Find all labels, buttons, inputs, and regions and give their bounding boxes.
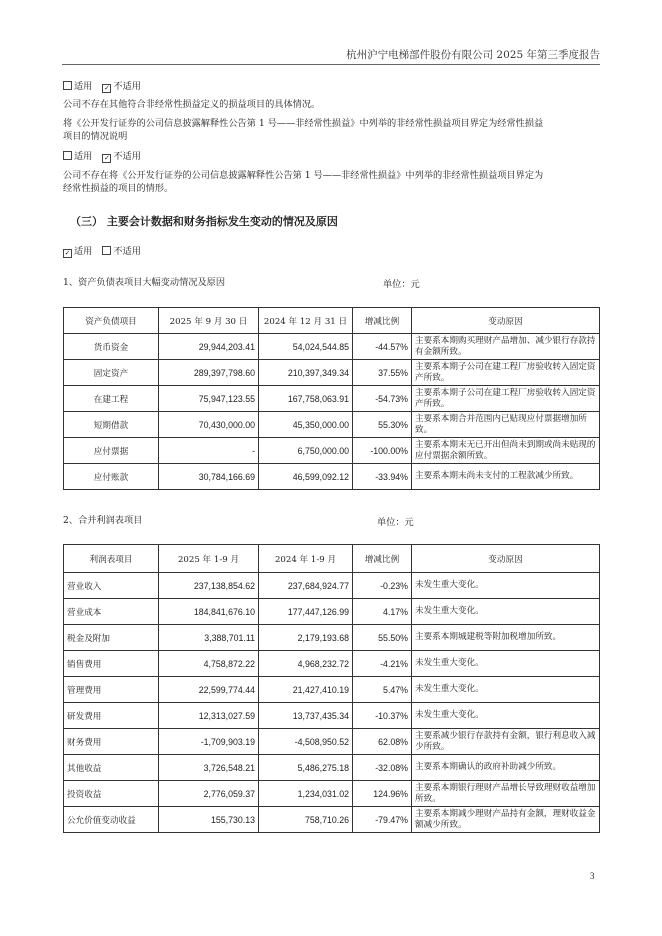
checkbox-checked-icon: ✓ — [103, 154, 110, 162]
previous-value: -4,508,950.52 — [259, 729, 353, 755]
row-item-name: 投资收益 — [64, 781, 159, 807]
change-ratio: -54.73% — [353, 386, 412, 412]
previous-value: 210,397,349.34 — [259, 360, 353, 386]
change-reason: 未发生重大变化。 — [412, 599, 600, 625]
row-item-name: 短期借款 — [64, 412, 159, 438]
previous-value: 54,024,544.85 — [259, 334, 353, 360]
table-row — [64, 781, 600, 807]
applicability-2 — [63, 150, 603, 163]
block1-text: 公司不存在其他符合非经常性损益定义的损益项目的具体情况。 — [63, 99, 321, 110]
table-row — [64, 677, 600, 703]
row-item-name: 财务费用 — [64, 729, 159, 755]
table-row — [64, 360, 600, 386]
current-value: 22,599,774.44 — [159, 677, 259, 703]
row-item-name: 其他收益 — [64, 755, 159, 781]
balance-sheet-caption: 1、资产负债表项目大幅变动情况及原因 — [63, 277, 226, 288]
change-reason: 主要系本期子公司在建工程厂房验收转入固定资产所致。 — [412, 360, 600, 386]
current-value: 30,784,166.69 — [159, 464, 259, 490]
header-divider — [62, 64, 600, 65]
row-item-name: 研发费用 — [64, 703, 159, 729]
balance-sheet-table — [63, 307, 600, 490]
current-value: 70,430,000.00 — [159, 412, 259, 438]
balance-sheet-unit: 单位：元 — [383, 279, 420, 290]
current-value: - — [159, 438, 259, 464]
change-ratio: 124.96% — [353, 781, 412, 807]
previous-value: 177,447,126.99 — [259, 599, 353, 625]
previous-value: 2,179,193.68 — [259, 625, 353, 651]
change-reason: 主要系本期减少理财产品持有金额，理财收益金额减少所致。 — [412, 807, 600, 833]
table-row — [64, 755, 600, 781]
current-value: 184,841,676.10 — [159, 599, 259, 625]
previous-value: 46,599,092.12 — [259, 464, 353, 490]
current-value: 12,313,027.59 — [159, 703, 259, 729]
current-value: 155,730.13 — [159, 807, 259, 833]
previous-value: 6,750,000.00 — [259, 438, 353, 464]
change-reason: 主要系本期银行理财产品增长导致理财收益增加所致。 — [412, 781, 600, 807]
change-ratio: 4.17% — [353, 599, 412, 625]
change-ratio: 37.55% — [353, 360, 412, 386]
option-applicable-1[interactable]: 适用 — [63, 81, 92, 92]
option-not-applicable-2[interactable]: ✓ 不适用 — [103, 151, 141, 162]
column-header: 资产负债项目 — [64, 308, 159, 334]
option-not-applicable-1[interactable]: ✓ 不适用 — [103, 81, 141, 92]
previous-value: 5,486,275.18 — [259, 755, 353, 781]
row-item-name: 货币资金 — [64, 334, 159, 360]
table-header-row — [64, 545, 600, 573]
current-value: 29,944,203.41 — [159, 334, 259, 360]
previous-value: 13,737,435.34 — [259, 703, 353, 729]
row-item-name: 税金及附加 — [64, 625, 159, 651]
current-value: 4,758,872.22 — [159, 651, 259, 677]
column-header: 2025 年 9 月 30 日 — [159, 308, 259, 334]
change-reason: 主要系本期购买理财产品增加、减少银行存款持有金额所致。 — [412, 334, 600, 360]
table-row — [64, 625, 600, 651]
column-header: 增减比例 — [353, 308, 412, 334]
column-header: 2024 年 12 月 31 日 — [259, 308, 353, 334]
table-header-row — [64, 308, 600, 334]
checkbox-empty-icon — [102, 246, 111, 255]
change-reason: 未发生重大变化。 — [412, 651, 600, 677]
change-ratio: -33.94% — [353, 464, 412, 490]
column-header: 2024 年 1-9 月 — [259, 545, 353, 573]
change-ratio: -44.57% — [353, 334, 412, 360]
previous-value: 45,350,000.00 — [259, 412, 353, 438]
checkbox-checked-icon: ✓ — [64, 249, 71, 257]
change-reason: 未发生重大变化。 — [412, 703, 600, 729]
change-ratio: -100.00% — [353, 438, 412, 464]
row-item-name: 应付票据 — [64, 438, 159, 464]
table-row — [64, 438, 600, 464]
option-not-applicable-3[interactable]: 不适用 — [102, 246, 141, 257]
current-value: 3,388,701.11 — [159, 625, 259, 651]
option-applicable-3[interactable]: ✓ 适用 — [64, 246, 93, 257]
table-row — [64, 599, 600, 625]
change-reason: 主要系本期末无已开出但尚未到期或尚未贴现的应付票据余额所致。 — [412, 438, 600, 464]
table-row — [64, 807, 600, 833]
checkbox-checked-icon: ✓ — [103, 84, 110, 92]
checkbox-empty-icon — [63, 151, 72, 160]
table-row — [64, 651, 600, 677]
change-reason: 主要系本期末尚未支付的工程款减少所致。 — [412, 464, 600, 490]
current-value: 237,138,854.62 — [159, 573, 259, 599]
table-row — [64, 334, 600, 360]
block2-text-line1: 将《公开发行证券的公司信息披露解释性公告第 1 号——非经常性损益》中列举的非经常性损益项目界定为经常性损益 — [63, 118, 544, 129]
table-row — [64, 573, 600, 599]
current-value: 2,776,059.37 — [159, 781, 259, 807]
table-row — [64, 703, 600, 729]
change-reason: 主要系本期确认的政府补助减少所致。 — [412, 755, 600, 781]
row-item-name: 营业成本 — [64, 599, 159, 625]
column-header: 2025 年 1-9 月 — [159, 545, 259, 573]
change-ratio: -79.47% — [353, 807, 412, 833]
checkbox-empty-icon — [63, 81, 72, 90]
table-row — [64, 729, 600, 755]
previous-value: 237,684,924.77 — [259, 573, 353, 599]
previous-value: 758,710.26 — [259, 807, 353, 833]
row-item-name: 管理费用 — [64, 677, 159, 703]
previous-value: 4,968,232.72 — [259, 651, 353, 677]
change-reason: 主要系减少银行存款持有金额，银行利息收入减少所致。 — [412, 729, 600, 755]
income-statement-table — [63, 544, 600, 833]
row-item-name: 固定资产 — [64, 360, 159, 386]
change-reason: 未发生重大变化。 — [412, 677, 600, 703]
change-reason: 主要系本期子公司在建工程厂房验收转入固定资产所致。 — [412, 386, 600, 412]
row-item-name: 应付账款 — [64, 464, 159, 490]
change-ratio: 55.50% — [353, 625, 412, 651]
current-value: 75,947,123.55 — [159, 386, 259, 412]
section-title: （三） 主要会计数据和财务指标发生变动的情况及原因 — [70, 215, 338, 228]
income-statement-caption: 2、合并利润表项目 — [63, 515, 143, 526]
column-header: 变动原因 — [412, 308, 600, 334]
page-number: 3 — [590, 871, 595, 881]
previous-value: 167,758,063.91 — [259, 386, 353, 412]
change-ratio: -4.21% — [353, 651, 412, 677]
table-row — [64, 464, 600, 490]
previous-value: 21,427,410.19 — [259, 677, 353, 703]
current-value: 3,726,548.21 — [159, 755, 259, 781]
block2-text-line2: 项目的情况说明 — [63, 131, 128, 142]
change-ratio: -0.23% — [353, 573, 412, 599]
change-reason: 未发生重大变化。 — [412, 573, 600, 599]
table-row — [64, 412, 600, 438]
current-value: -1,709,903.19 — [159, 729, 259, 755]
report-header: 杭州沪宁电梯部件股份有限公司 2025 年第三季度报告 — [346, 49, 600, 61]
block2-note-line1: 公司不存在将《公开发行证券的公司信息披露解释性公告第 1 号——非经常性损益》中列举的非经常性损益项目界定为 — [63, 170, 544, 181]
change-ratio: 62.08% — [353, 729, 412, 755]
row-item-name: 销售费用 — [64, 651, 159, 677]
income-statement-unit: 单位：元 — [377, 517, 414, 528]
row-item-name: 公允价值变动收益 — [64, 807, 159, 833]
change-ratio: 55.30% — [353, 412, 412, 438]
row-item-name: 在建工程 — [64, 386, 159, 412]
block2-note-line2: 经常性损益的项目的情形。 — [63, 183, 174, 194]
column-header: 变动原因 — [412, 545, 600, 573]
change-reason: 主要系本期城建税等附加税增加所致。 — [412, 625, 600, 651]
current-value: 289,397,798.60 — [159, 360, 259, 386]
previous-value: 1,234,031.02 — [259, 781, 353, 807]
table-row — [64, 386, 600, 412]
change-ratio: -32.08% — [353, 755, 412, 781]
change-ratio: 5.47% — [353, 677, 412, 703]
applicability-1 — [63, 80, 603, 93]
row-item-name: 营业收入 — [64, 573, 159, 599]
change-ratio: -10.37% — [353, 703, 412, 729]
column-header: 利润表项目 — [64, 545, 159, 573]
applicability-3 — [63, 245, 603, 258]
change-reason: 主要系本期合并范围内已贴现应付票据增加所致。 — [412, 412, 600, 438]
option-applicable-2[interactable]: 适用 — [63, 151, 92, 162]
column-header: 增减比例 — [353, 545, 412, 573]
